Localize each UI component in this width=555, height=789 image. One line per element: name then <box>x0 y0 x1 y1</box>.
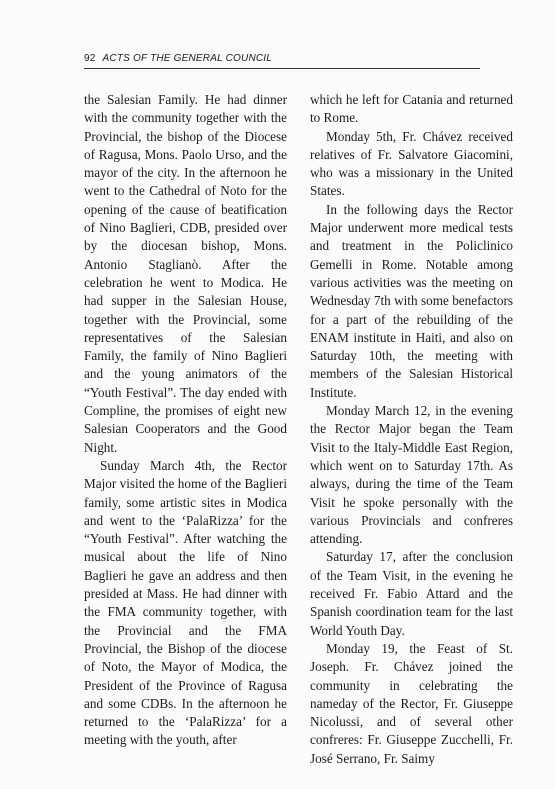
paragraph: Sunday March 4th, the Rector Major visited the home of the Baglieri family, some artistic sites in Modica and went to the ‘PalaRizza’ for the “Youth Festival”. After watching the musical about the life of Nino Baglieri he gave an address and then presided at Mass. He had dinner with the FMA community together, with the Provincial and the FMA Provincial, the Bishop of the diocese of Noto, the Mayor of Modica, the President of the Province of Ragusa and some CDBs. In the afternoon he returned to the ‘PalaRizza’ for a meeting with the youth, after <box>84 457 287 748</box>
right-column <box>310 91 513 768</box>
header-rule <box>84 68 480 69</box>
paragraph: In the following days the Rector Major underwent more medical tests and treatment in the Policlinico Gemelli in Rome. Notable among various activities was the meeting on Wednesday 7th with some benefactors for a part of the rebuilding of the ENAM institute in Haiti, and also on Saturday 10th, the meeting with members of the Salesian Historical Institute. <box>310 201 513 400</box>
left-column <box>84 91 287 750</box>
paragraph: the Salesian Family. He had dinner with the community together with the Provincial, the bishop of the Diocese of Ragusa, Mons. Paolo Urso, and the mayor of the city. In the afternoon he went to the Cathedral of Noto for the opening of the cause of beatification of Nino Baglieri, CDB, presided over by the diocesan bishop, Mons. Antonio Staglianò. After the celebration he went to Modica. He had supper in the Salesian House, together with the Provincial, some representatives of the Salesian Family, the family of Nino Baglieri and the young animators of the “Youth Festival”. The day ended with Compline, the promises of eight new Salesian Cooperators and the Good Night. <box>84 92 287 455</box>
paragraph: Monday March 12, in the evening the Rector Major began the Team Visit to the Italy-Middle East Region, which went on to Saturday 17th. As always, during the time of the Team Visit he spoke personally with the various Provincials and confreres attending. <box>310 403 513 547</box>
paragraph: which he left for Catania and returned to Rome. <box>310 92 513 126</box>
running-title: ACTS OF THE GENERAL COUNCIL <box>102 53 273 64</box>
paragraph: Saturday 17, after the conclusion of the Team Visit, in the evening he received Fr. Fabio Attard and the Spanish coordination team for the last World Youth Day. <box>310 549 513 638</box>
paragraph: Monday 5th, Fr. Chávez received relatives of Fr. Salvatore Giacomini, who was a missionary in the United States. <box>310 128 513 199</box>
paragraph: Monday 19, the Feast of St. Joseph. Fr. Chávez joined the community in celebrating the nameday of the Rector, Fr. Giuseppe Nicolussi, and of several other confreres: Fr. Giuseppe Zucchelli, Fr. José Serrano, Fr. Saimy <box>310 640 513 766</box>
running-header <box>84 53 272 64</box>
page-number: 92 <box>84 53 96 64</box>
